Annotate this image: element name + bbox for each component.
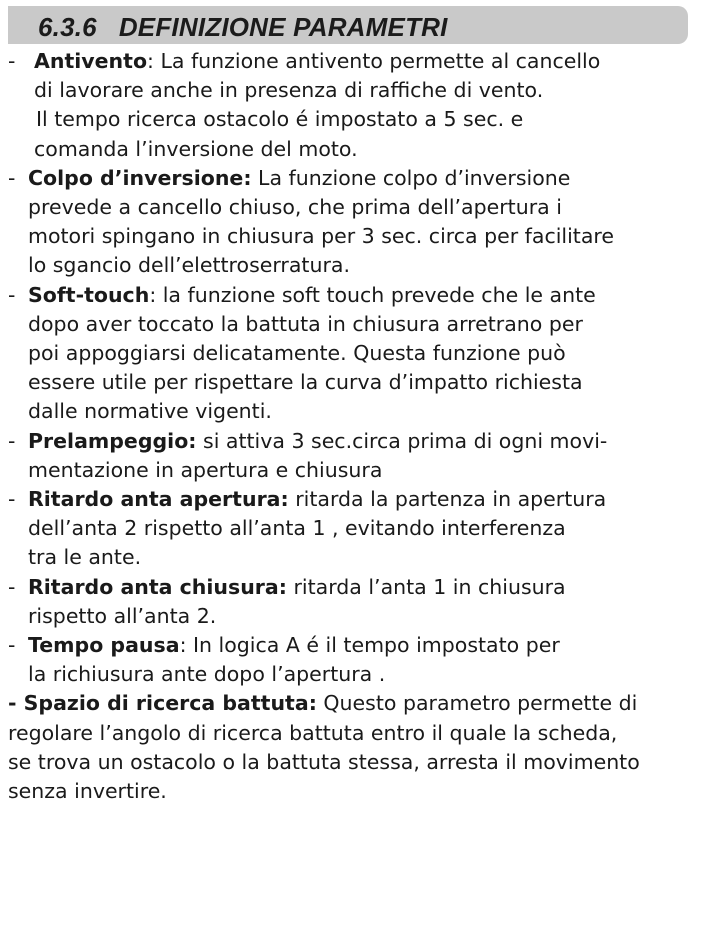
item-text: La funzione colpo d’inversione [251, 165, 571, 190]
item-line: Il tempo ricerca ostacolo é impostato a 5 sec. e [36, 107, 524, 132]
item-line: senza invertire. [8, 779, 167, 804]
item-line: tra le ante. [28, 545, 142, 570]
item-line: di lavorare anche in presenza di raffiche di vento. [34, 78, 544, 103]
item-first-line [0, 281, 704, 310]
item-term: Ritardo anta chiusura: [28, 574, 287, 599]
item-line: dell’anta 2 rispetto all’anta 1 , evitando interferenza [28, 516, 566, 541]
bullet-dash: - [8, 282, 16, 307]
item-first-line [0, 689, 704, 718]
item-line: dalle normative vigenti. [28, 399, 272, 424]
list-item-tempo-pausa [0, 631, 704, 689]
list-item-spazio-ricerca [0, 689, 704, 806]
item-line: prevede a cancello chiuso, che prima dell’apertura i [28, 195, 562, 220]
section-title-text: DEFINIZIONE PARAMETRI [118, 12, 448, 42]
item-first-line [0, 573, 704, 602]
item-term: Soft-touch [28, 282, 150, 307]
bullet-dash: - [8, 487, 16, 512]
item-text: : La funzione antivento permette al cancello [147, 49, 601, 73]
item-first-line [0, 427, 704, 456]
item-term: - Spazio di ricerca battuta: [8, 691, 317, 716]
item-text: Questo parametro permette di [316, 691, 638, 716]
bullet-dash: - [8, 574, 16, 599]
item-text: ritarda l’anta 1 in chiusura [286, 574, 566, 599]
list-item-ritardo-chiusura [0, 573, 704, 631]
list-item-antivento [0, 47, 704, 164]
item-line: rispetto all’anta 2. [28, 603, 217, 628]
item-term: Prelampeggio: [28, 428, 197, 453]
item-line: essere utile per rispettare la curva d’impatto richiesta [28, 370, 583, 395]
item-line: se trova un ostacolo o la battuta stessa, arresta il movimento [8, 749, 640, 774]
item-first-line [0, 47, 704, 76]
item-line: motori spingano in chiusura per 3 sec. circa per facilitare [28, 224, 614, 249]
item-text: : la funzione soft touch prevede che le ante [149, 282, 596, 307]
bullet-dash: - [8, 49, 16, 73]
item-line: dopo aver toccato la battuta in chiusura arretrano per [28, 311, 583, 336]
item-first-line [0, 631, 704, 660]
item-line: lo sgancio dell’elettroserratura. [28, 253, 350, 278]
item-line: poi appoggiarsi delicatamente. Questa funzione può [28, 341, 566, 366]
item-line: la richiusura ante dopo l’apertura . [28, 662, 386, 687]
item-term: Antivento [34, 49, 148, 73]
item-first-line [0, 164, 704, 193]
bullet-dash: - [8, 165, 16, 190]
item-text: ritarda la partenza in apertura [288, 487, 607, 512]
list-item-soft-touch [0, 281, 704, 427]
list-item-ritardo-apertura [0, 485, 704, 573]
section-header [8, 6, 688, 44]
item-line: comanda l’inversione del moto. [34, 136, 358, 161]
item-term: Tempo pausa [28, 633, 180, 658]
section-number: 6.3.6 [38, 12, 97, 42]
list-item-prelampeggio [0, 427, 704, 485]
item-text: : In logica A é il tempo impostato per [179, 633, 560, 658]
parameter-list [0, 47, 704, 806]
item-line: regolare l’angolo di ricerca battuta entro il quale la scheda, [8, 720, 618, 745]
item-term: Colpo d’inversione: [28, 165, 252, 190]
bullet-dash: - [8, 633, 16, 658]
section-title [38, 12, 448, 43]
bullet-dash: - [8, 428, 16, 453]
item-line: mentazione in apertura e chiusura [28, 457, 383, 482]
item-text: si attiva 3 sec.circa prima di ogni movi- [196, 428, 608, 453]
item-first-line [0, 485, 704, 514]
list-item-colpo-inversione [0, 164, 704, 281]
item-term: Ritardo anta apertura: [28, 487, 289, 512]
